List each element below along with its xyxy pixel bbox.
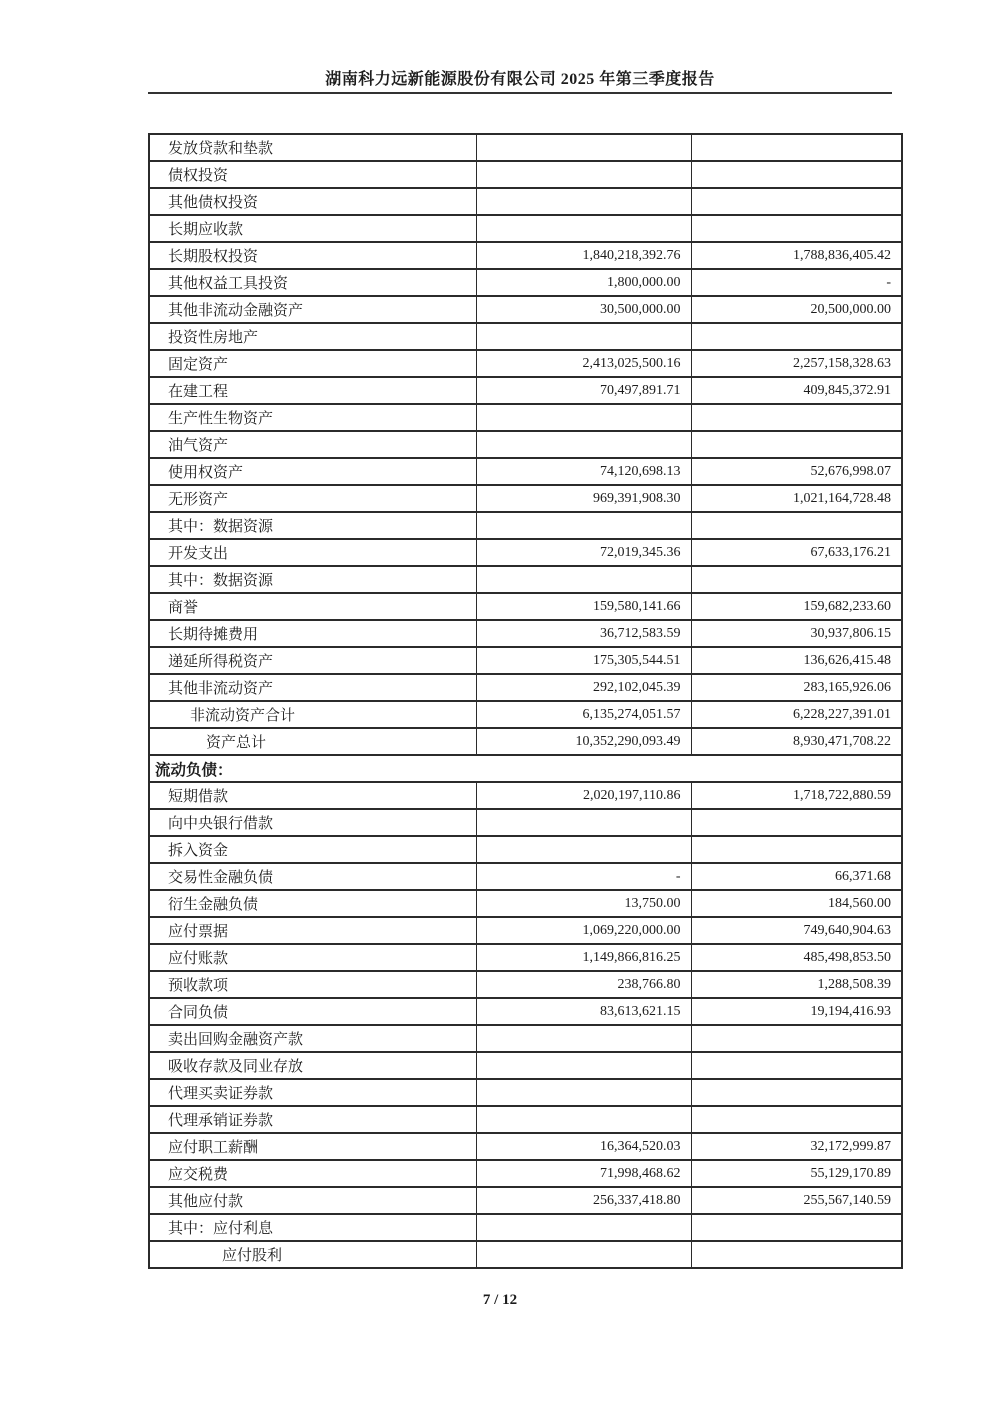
table-row (149, 350, 902, 377)
table-row (149, 539, 902, 566)
row-label: 应付账款 (149, 944, 476, 971)
table-row (149, 836, 902, 863)
row-value-prior (691, 134, 902, 161)
table-row (149, 1214, 902, 1241)
row-value-current: 74,120,698.13 (476, 458, 691, 485)
row-label: 开发支出 (149, 539, 476, 566)
row-value-prior: 1,288,508.39 (691, 971, 902, 998)
table-row (149, 917, 902, 944)
row-value-current: 1,800,000.00 (476, 269, 691, 296)
row-label: 应付票据 (149, 917, 476, 944)
table-row (149, 242, 902, 269)
row-value-current (476, 836, 691, 863)
page-number: 7 / 12 (482, 1292, 518, 1308)
row-value-current: 256,337,418.80 (476, 1187, 691, 1214)
row-label: 合同负债 (149, 998, 476, 1025)
row-value-prior: 19,194,416.93 (691, 998, 902, 1025)
table-row (149, 188, 902, 215)
row-value-current (476, 188, 691, 215)
row-label: 代理买卖证券款 (149, 1079, 476, 1106)
table-row (149, 1160, 902, 1187)
header-divider (148, 92, 892, 94)
row-value-prior (691, 1106, 902, 1133)
table-row (149, 728, 902, 755)
row-value-current: 292,102,045.39 (476, 674, 691, 701)
row-value-prior (691, 836, 902, 863)
table-row (149, 161, 902, 188)
row-value-current: - (476, 863, 691, 890)
table-row (149, 701, 902, 728)
row-value-prior: 20,500,000.00 (691, 296, 902, 323)
table-row (149, 593, 902, 620)
table-row (149, 296, 902, 323)
table-row (149, 134, 902, 161)
table-row (149, 863, 902, 890)
table-row (149, 1052, 902, 1079)
row-value-current (476, 566, 691, 593)
row-value-current (476, 1025, 691, 1052)
row-label: 预收款项 (149, 971, 476, 998)
row-value-current (476, 809, 691, 836)
row-value-prior (691, 809, 902, 836)
row-value-prior: 485,498,853.50 (691, 944, 902, 971)
row-label: 向中央银行借款 (149, 809, 476, 836)
row-value-current (476, 134, 691, 161)
row-label: 债权投资 (149, 161, 476, 188)
row-value-prior: 136,626,415.48 (691, 647, 902, 674)
row-value-current (476, 161, 691, 188)
row-value-prior: 6,228,227,391.01 (691, 701, 902, 728)
row-value-prior: 1,718,722,880.59 (691, 782, 902, 809)
row-value-current (476, 1214, 691, 1241)
row-label: 其他应付款 (149, 1187, 476, 1214)
row-label: 长期待摊费用 (149, 620, 476, 647)
table-row (149, 782, 902, 809)
row-value-prior (691, 323, 902, 350)
table-row (149, 809, 902, 836)
row-value-prior (691, 431, 902, 458)
row-value-current: 2,020,197,110.86 (476, 782, 691, 809)
row-label: 卖出回购金融资产款 (149, 1025, 476, 1052)
table-row (149, 1106, 902, 1133)
table-row (149, 269, 902, 296)
page-title: 湖南科力远新能源股份有限公司 2025 年第三季度报告 (325, 71, 715, 88)
row-value-prior (691, 215, 902, 242)
row-label: 发放贷款和垫款 (149, 134, 476, 161)
row-value-current: 16,364,520.03 (476, 1133, 691, 1160)
row-label: 商誉 (149, 593, 476, 620)
row-value-current: 13,750.00 (476, 890, 691, 917)
row-value-current: 10,352,290,093.49 (476, 728, 691, 755)
table-row (149, 323, 902, 350)
row-value-prior: 52,676,998.07 (691, 458, 902, 485)
row-label: 其他非流动资产 (149, 674, 476, 701)
row-value-prior: 184,560.00 (691, 890, 902, 917)
row-label: 应付股利 (149, 1241, 476, 1268)
row-label: 交易性金融负债 (149, 863, 476, 890)
row-label: 油气资产 (149, 431, 476, 458)
table-row (149, 1133, 902, 1160)
row-value-prior (691, 161, 902, 188)
table-row (149, 377, 902, 404)
row-value-prior: 30,937,806.15 (691, 620, 902, 647)
row-value-prior: 1,788,836,405.42 (691, 242, 902, 269)
row-value-prior (691, 188, 902, 215)
row-value-current: 1,149,866,816.25 (476, 944, 691, 971)
row-label: 无形资产 (149, 485, 476, 512)
row-value-prior (691, 1079, 902, 1106)
row-value-prior (691, 1241, 902, 1268)
row-value-current (476, 1241, 691, 1268)
table-row (149, 944, 902, 971)
row-label: 在建工程 (149, 377, 476, 404)
table-row (149, 215, 902, 242)
row-value-prior (691, 404, 902, 431)
row-label: 其中：应付利息 (149, 1214, 476, 1241)
row-value-prior: 66,371.68 (691, 863, 902, 890)
row-value-current: 1,840,218,392.76 (476, 242, 691, 269)
balance-sheet-table (148, 133, 903, 1269)
row-label: 其他权益工具投资 (149, 269, 476, 296)
table-row (149, 1241, 902, 1268)
row-value-prior: 1,021,164,728.48 (691, 485, 902, 512)
row-label: 衍生金融负债 (149, 890, 476, 917)
row-value-current (476, 1079, 691, 1106)
table-row (149, 404, 902, 431)
row-value-prior (691, 1025, 902, 1052)
row-label: 长期应收款 (149, 215, 476, 242)
row-value-current (476, 323, 691, 350)
table-row (149, 1025, 902, 1052)
table-row (149, 1187, 902, 1214)
row-value-prior: 2,257,158,328.63 (691, 350, 902, 377)
row-value-current: 2,413,025,500.16 (476, 350, 691, 377)
row-value-current: 36,712,583.59 (476, 620, 691, 647)
table-row (149, 512, 902, 539)
section-label: 流动负债： (149, 755, 902, 782)
row-label: 应交税费 (149, 1160, 476, 1187)
row-value-prior (691, 1052, 902, 1079)
row-value-prior: 749,640,904.63 (691, 917, 902, 944)
row-label: 其他债权投资 (149, 188, 476, 215)
row-value-prior: 55,129,170.89 (691, 1160, 902, 1187)
table-row (149, 1079, 902, 1106)
row-value-prior: 67,633,176.21 (691, 539, 902, 566)
section-row (149, 755, 902, 782)
row-value-current (476, 512, 691, 539)
row-label: 固定资产 (149, 350, 476, 377)
row-value-prior: 283,165,926.06 (691, 674, 902, 701)
row-value-prior: 255,567,140.59 (691, 1187, 902, 1214)
row-value-current: 1,069,220,000.00 (476, 917, 691, 944)
balance-sheet-table-body (149, 134, 902, 1268)
row-value-prior (691, 1214, 902, 1241)
row-label: 其中：数据资源 (149, 512, 476, 539)
row-label: 非流动资产合计 (149, 701, 476, 728)
row-label: 投资性房地产 (149, 323, 476, 350)
row-label: 代理承销证券款 (149, 1106, 476, 1133)
row-label: 生产性生物资产 (149, 404, 476, 431)
table-row (149, 566, 902, 593)
row-value-current: 70,497,891.71 (476, 377, 691, 404)
row-value-current (476, 215, 691, 242)
table-row (149, 458, 902, 485)
table-row (149, 890, 902, 917)
row-value-prior: 32,172,999.87 (691, 1133, 902, 1160)
row-value-prior: 409,845,372.91 (691, 377, 902, 404)
row-value-current: 6,135,274,051.57 (476, 701, 691, 728)
table-row (149, 620, 902, 647)
row-value-current (476, 1106, 691, 1133)
row-value-current (476, 431, 691, 458)
table-row (149, 647, 902, 674)
row-value-current (476, 404, 691, 431)
row-value-current: 238,766.80 (476, 971, 691, 998)
row-value-prior (691, 566, 902, 593)
row-label: 使用权资产 (149, 458, 476, 485)
row-value-prior: 8,930,471,708.22 (691, 728, 902, 755)
row-value-current: 72,019,345.36 (476, 539, 691, 566)
row-label: 资产总计 (149, 728, 476, 755)
row-value-current: 175,305,544.51 (476, 647, 691, 674)
row-value-current: 71,998,468.62 (476, 1160, 691, 1187)
row-value-current: 83,613,621.15 (476, 998, 691, 1025)
table-row (149, 998, 902, 1025)
row-label: 短期借款 (149, 782, 476, 809)
row-label: 吸收存款及同业存放 (149, 1052, 476, 1079)
row-value-prior: - (691, 269, 902, 296)
row-label: 递延所得税资产 (149, 647, 476, 674)
row-label: 拆入资金 (149, 836, 476, 863)
table-row (149, 485, 902, 512)
row-label: 应付职工薪酬 (149, 1133, 476, 1160)
row-value-current (476, 1052, 691, 1079)
row-value-current: 969,391,908.30 (476, 485, 691, 512)
row-value-current: 30,500,000.00 (476, 296, 691, 323)
row-label: 其他非流动金融资产 (149, 296, 476, 323)
row-label: 其中：数据资源 (149, 566, 476, 593)
row-value-current: 159,580,141.66 (476, 593, 691, 620)
table-row (149, 971, 902, 998)
row-label: 长期股权投资 (149, 242, 476, 269)
table-row (149, 431, 902, 458)
row-value-prior (691, 512, 902, 539)
row-value-prior: 159,682,233.60 (691, 593, 902, 620)
table-row (149, 674, 902, 701)
